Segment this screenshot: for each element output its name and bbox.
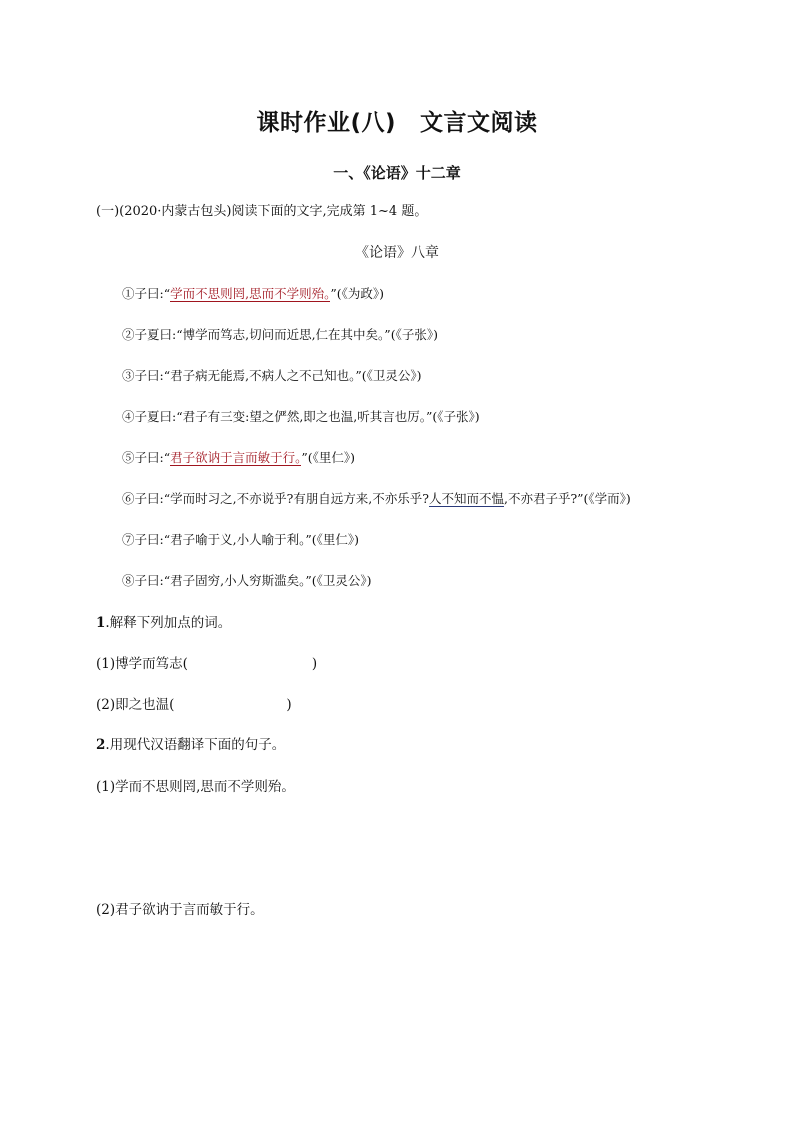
question-1-number: 1 [96, 615, 106, 631]
passage-subtitle: 《论语》八章 [355, 245, 439, 261]
quote-5: ⑤子曰:“君子欲讷于言而敏于行。”(《里仁》) [122, 450, 356, 465]
quote-5-highlight: 君子欲讷于言而敏于行。 [170, 450, 302, 465]
quote-1-highlight: 学而不思则罔,思而不学则殆。 [170, 286, 331, 301]
question-2-number: 2 [96, 737, 106, 753]
quote-8: ⑧子曰:“君子固穷,小人穷斯滥矣。”(《卫灵公》) [122, 573, 372, 588]
passage-intro: (一)(2020·内蒙古包头)阅读下面的文字,完成第 1~4 题。 [96, 204, 428, 219]
question-1: 1.解释下列加点的词。 [96, 615, 232, 631]
page-title [0, 104, 794, 137]
question-2-item-2: (2)君子欲讷于言而敏于行。 [96, 902, 264, 918]
quote-6-highlight: 人不知而不愠 [428, 491, 504, 506]
quote-7: ⑦子曰:“君子喻于义,小人喻于利。”(《里仁》) [122, 532, 359, 547]
quote-1: ①子曰:“学而不思则罔,思而不学则殆。”(《为政》) [122, 286, 384, 301]
quote-2: ②子夏曰:“博学而笃志,切问而近思,仁在其中矣。”(《子张》) [122, 327, 438, 342]
section-heading: 一、《论语》十二章 [333, 164, 461, 182]
quote-6: ⑥子曰:“学而时习之,不亦说乎?有朋自远方来,不亦乐乎?人不知而不愠,不亦君子乎?”(《学而》) [122, 491, 631, 506]
title-left: 课时作业(八) [256, 110, 397, 136]
question-1-item-1: (1)博学而笃志( ) [96, 656, 318, 672]
question-2-item-1: (1)学而不思则罔,思而不学则殆。 [96, 779, 295, 795]
title-right: 文言文阅读 [420, 110, 538, 136]
quote-4: ④子夏曰:“君子有三变:望之俨然,即之也温,听其言也厉。”(《子张》) [122, 409, 480, 424]
quote-3: ③子曰:“君子病无能焉,不病人之不己知也。”(《卫灵公》) [122, 368, 422, 383]
question-2: 2.用现代汉语翻译下面的句子。 [96, 737, 286, 753]
question-1-item-2: (2)即之也温( ) [96, 697, 292, 713]
